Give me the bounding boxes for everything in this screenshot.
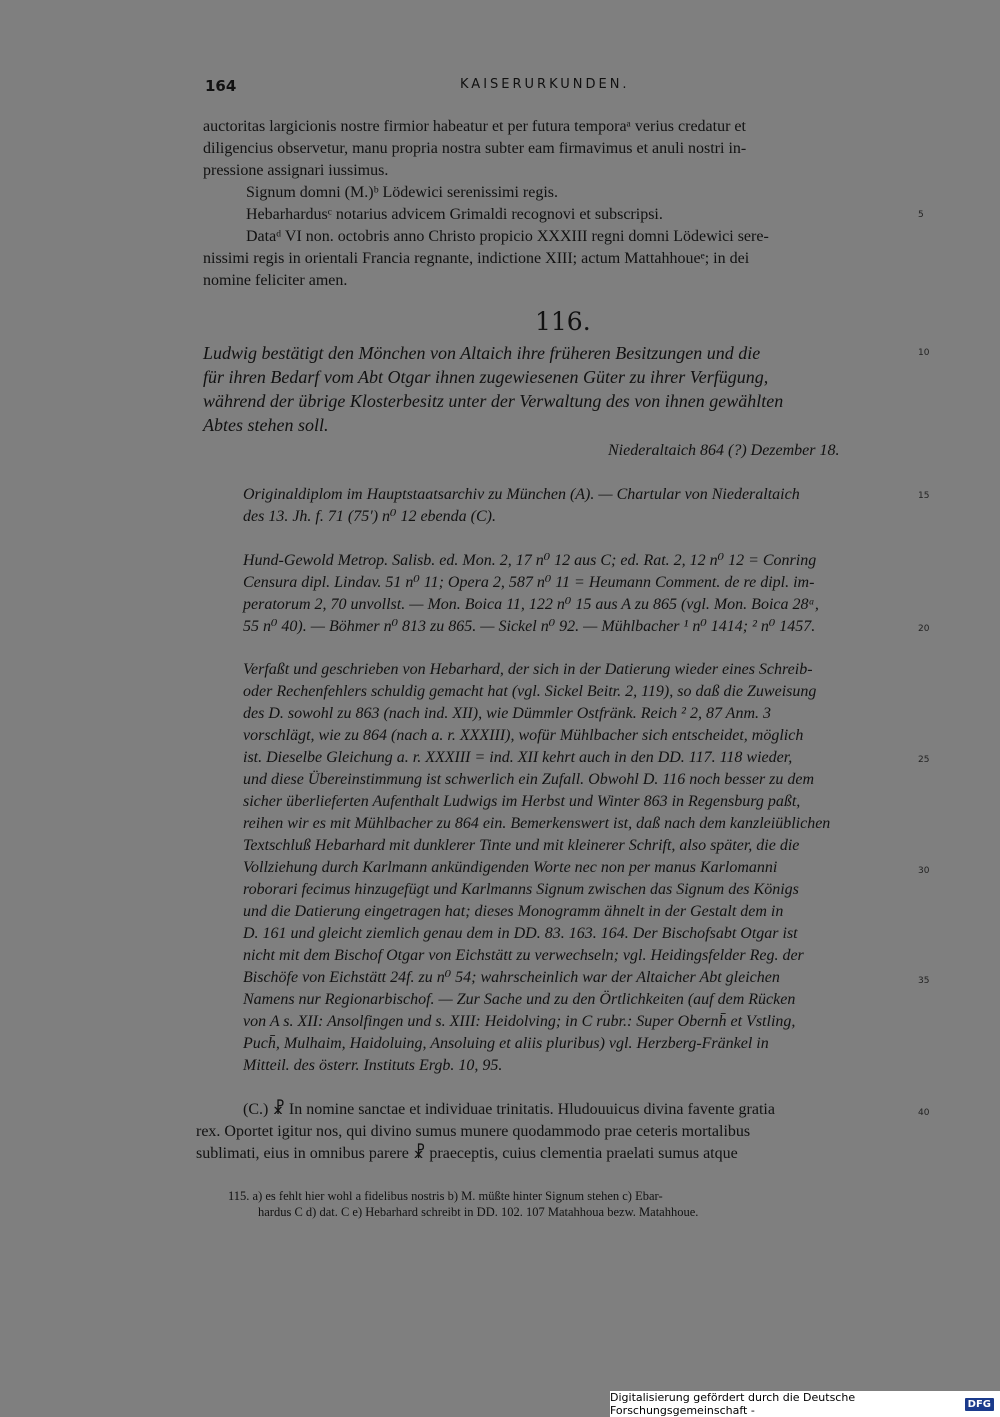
comment-line: Puch̄, Mulhaim, Haidoluing, Ansoluing et aliis pluribus) vgl. Herzberg-Fränkel in	[243, 1035, 769, 1052]
text-line: sublimati, eius in omnibus parere ☧ praeceptis, cuius clementia praelati sumus atque	[196, 1145, 738, 1162]
footnote-line: hardus C d) dat. C e) Hebarhard schreibt in DD. 102. 107 Matahhoua bezw. Matahhoue.	[258, 1205, 699, 1219]
comment-line: Verfaßt und geschrieben von Hebarhard, der sich in der Datierung wieder eines Schreib-	[243, 661, 813, 678]
edition-line: Censura dipl. Lindav. 51 n⁰ 11; Opera 2, 587 n⁰ 11 = Heumann Comment. de re dipl. im-	[243, 574, 815, 591]
tradition-line: des 13. Jh. f. 71 (75′) n⁰ 12 ebenda (C).	[243, 508, 496, 525]
line-number: 10	[918, 348, 930, 358]
text-line: auctoritas largicionis nostre firmior habeatur et per futura temporaᵃ verius credatur et	[203, 118, 746, 135]
comment-line: Vollziehung durch Karlmann ankündigenden Worte nec non per manus Karlomanni	[243, 859, 778, 876]
page-number: 164	[205, 77, 237, 95]
text-line: nomine feliciter amen.	[203, 272, 348, 289]
summary-line: Ludwig bestätigt den Mönchen von Altaich ihre früheren Besitzungen und die	[203, 343, 761, 363]
comment-line: Namens nur Regionarbischof. — Zur Sache und zu den Örtlichkeiten (auf dem Rücken	[243, 991, 796, 1008]
line-number: 35	[918, 976, 930, 986]
comment-line: des D. sowohl zu 863 (nach ind. XII), wie Dümmler Ostfränk. Reich ² 2, 87 Anm. 3	[243, 705, 771, 722]
tradition-line: Originaldiplom im Hauptstaatsarchiv zu München (A). — Chartular von Niederaltaich	[243, 486, 800, 503]
line-number: 5	[918, 210, 924, 220]
text-line: pressione assignari iussimus.	[203, 162, 389, 179]
line-number: 30	[918, 866, 930, 876]
summary-line: Abtes stehen soll.	[203, 415, 329, 435]
comment-line: Bischöfe von Eichstätt 24f. zu n⁰ 54; wahrscheinlich war der Altaicher Abt gleichen	[243, 969, 780, 986]
comment-line: oder Rechenfehlers schuldig gemacht hat (vgl. Sickel Beitr. 2, 119), so daß die Zuweisung	[243, 683, 817, 700]
comment-line: roborari fecimus hinzugefügt und Karlmanns Signum zwischen das Signum des Königs	[243, 881, 799, 898]
signum-line: Signum domni (M.)ᵇ Lödewici serenissimi regis.	[246, 184, 559, 201]
line-number: 20	[918, 624, 930, 634]
edition-line: peratorum 2, 70 unvollst. — Mon. Boica 11, 122 n⁰ 15 aus A zu 865 (vgl. Mon. Boica 28ᵃ,	[243, 596, 819, 613]
comment-line: von A s. XII: Ansolfingen und s. XIII: Heidolving; in C rubr.: Super Obernh̄ et Vstling,	[243, 1013, 796, 1030]
text-line: rex. Oportet igitur nos, qui divino sumus munere quodammodo prae ceteris mortalibus	[196, 1123, 751, 1140]
edition-line: 55 n⁰ 40). — Böhmer n⁰ 813 zu 865. — Sickel n⁰ 92. — Mühlbacher ¹ n⁰ 1414; ² n⁰ 1457.	[243, 618, 816, 635]
footnote-line: 115. a) es fehlt hier wohl a fidelibus nostris b) M. müßte hinter Signum stehen c) Ebar-	[228, 1189, 663, 1203]
funding-bar	[610, 1391, 1000, 1417]
comment-line: und diese Übereinstimmung ist schwerlich ein Zufall. Obwohl D. 116 noch besser zu dem	[243, 771, 815, 788]
comment-line: Textschluß Hebarhard mit dunklerer Tinte und mit kleinerer Schrift, also später, die die	[243, 837, 800, 854]
text-line: (C.) ☧ In nomine sanctae et individuae trinitatis. Hludouuicus divina favente gratia	[243, 1101, 775, 1118]
funding-text: Digitalisierung gefördert durch die Deutsche Forschungsgemeinschaft -	[610, 1391, 856, 1417]
running-title: KAISERURKUNDEN.	[460, 77, 630, 92]
summary-line: für ihren Bedarf vom Abt Otgar ihnen zugewiesenen Güter zu ihrer Verfügung,	[203, 367, 769, 387]
document-number: 116.	[535, 307, 591, 336]
place-date: Niederaltaich 864 (?) Dezember 18.	[608, 442, 840, 459]
line-number: 40	[918, 1108, 930, 1118]
summary-line: während der übrige Klosterbesitz unter der Verwaltung des von ihnen gewählten	[203, 391, 784, 411]
line-number: 15	[918, 491, 930, 501]
text-line: diligencius observetur, manu propria nostra subter eam firmavimus et anuli nostri in-	[203, 140, 747, 157]
comment-line: D. 161 und gleicht ziemlich genau dem in DD. 83. 163. 164. Der Bischofsabt Otgar ist	[243, 925, 798, 942]
text-line: nissimi regis in orientali Francia regnante, indictione XIII; actum Mattahhoueᵉ; in dei	[203, 250, 750, 267]
dating-line: Dataᵈ VI non. octobris anno Christo propicio XXXIII regni domni Lödewici sere-	[246, 228, 769, 245]
edition-line: Hund-Gewold Metrop. Salisb. ed. Mon. 2, 17 n⁰ 12 aus C; ed. Rat. 2, 12 n⁰ 12 = Conring	[243, 552, 817, 569]
comment-line: reihen wir es mit Mühlbacher zu 864 ein. Bemerkenswert ist, daß nach dem kanzleiüblichen	[243, 815, 831, 832]
comment-line: sicher überlieferten Aufenthalt Ludwigs im Herbst und Winter 863 in Regensburg paßt,	[243, 793, 801, 810]
recognition-line: Hebarhardusᶜ notarius advicem Grimaldi recognovi et subscripsi.	[246, 206, 663, 223]
comment-line: ist. Dieselbe Gleichung a. r. XXXIII = ind. XII kehrt auch in den DD. 117. 118 wieder,	[243, 749, 793, 766]
comment-line: Mitteil. des österr. Instituts Ergb. 10, 95.	[243, 1057, 503, 1074]
dfg-logo-icon: DFG	[965, 1398, 994, 1411]
line-number: 25	[918, 755, 930, 765]
comment-line: nicht mit dem Bischof Otgar von Eichstätt zu verwechseln; vgl. Heidingsfelder Reg. der	[243, 947, 804, 964]
comment-line: vorschlägt, wie zu 864 (nach a. r. XXXIII), wofür Mühlbacher sich entscheidet, möglich	[243, 727, 804, 744]
comment-line: und die Datierung eingetragen hat; dieses Monogramm ähnelt in der Gestalt dem in	[243, 903, 784, 920]
